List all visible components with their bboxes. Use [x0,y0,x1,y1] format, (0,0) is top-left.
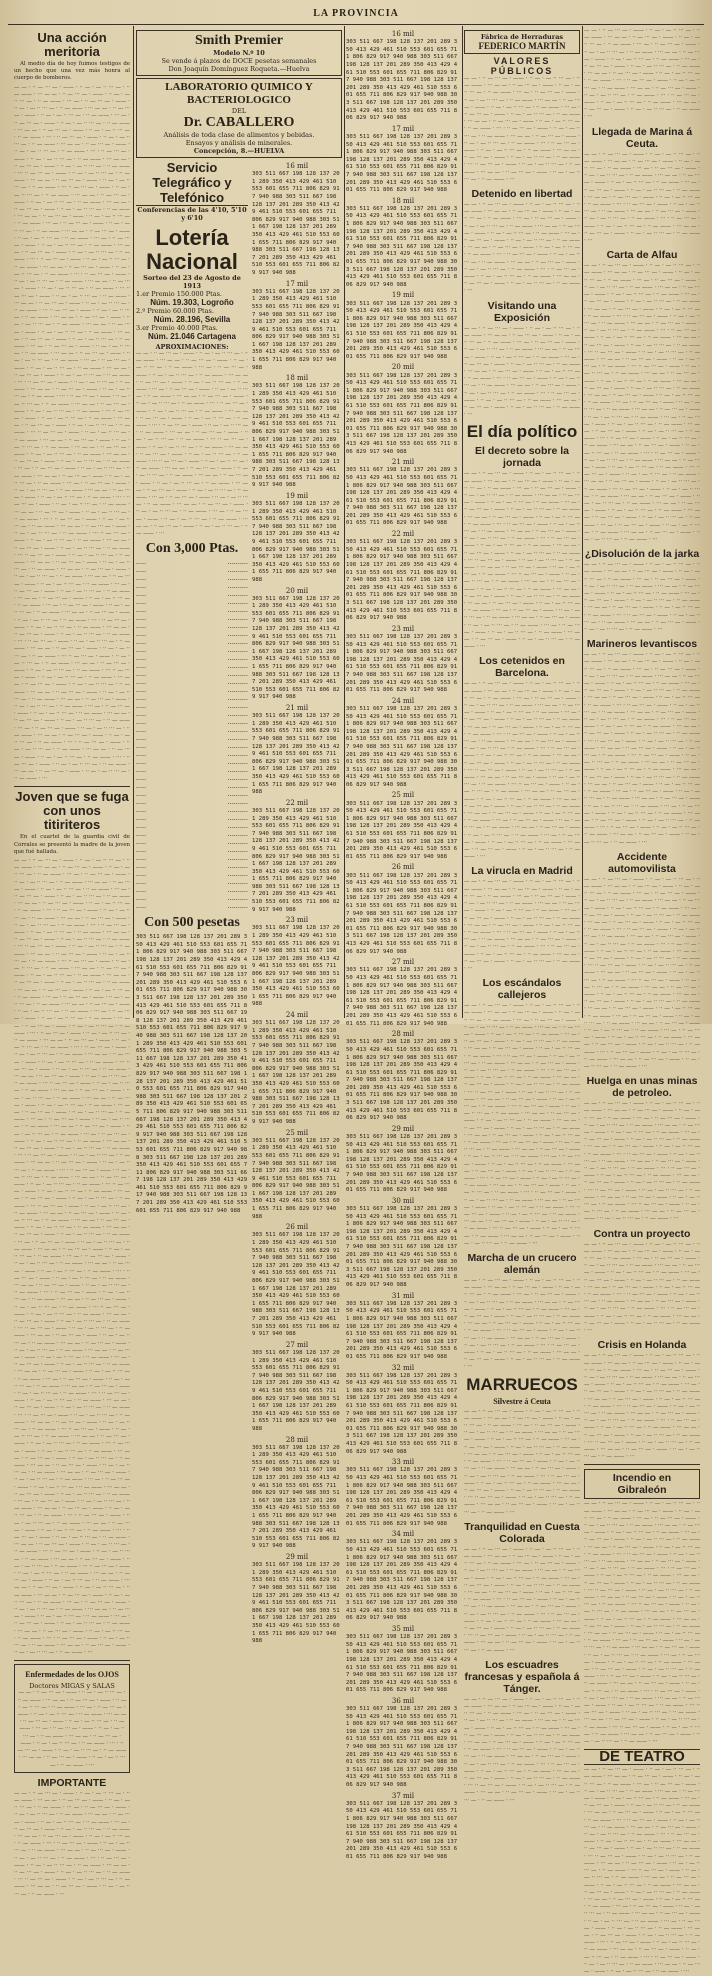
thousand-label: 36 mil [391,1696,415,1705]
prize-row: ····· ·········· [136,792,248,801]
prize-row: ····· ·········· [136,600,248,609]
column-rule [582,26,583,1018]
number-block: 303 511 667 198 128 137 201 289 350 413 429 461 510 553 601 655 711 806 829 917 940 988 303 511 667 198 128 137 201 289 350 413 429 461 510 553 601 655 711 806 829 917 940 988 303 511 667 198 128 137 201 289 350 413 429 461 510 553 601 655 711 806 829 917 940 988 [252,1137,340,1220]
thousand-label: 19 mil [391,291,415,300]
prize-row: ····· ·········· [136,688,248,697]
column-rule [462,26,463,1018]
thousand-label: 23 mil [285,916,309,925]
prize-row: ····· ·········· [136,720,248,729]
thousand-label: 22 mil [391,530,415,539]
number-block: 303 511 667 198 128 137 201 289 350 413 429 461 510 553 601 655 711 806 829 917 940 988 303 511 667 198 128 137 201 289 350 413 429 461 510 553 601 655 711 806 829 917 940 988 303 511 667 198 128 137 201 289 350 413 429 461 510 553 601 655 711 806 829 917 940 988 303 511 667 198 128 137 201 289 350 413 429 461 510 553 601 655 711 806 829 917 940 988 [346,372,461,455]
thousand-label: 21 mil [391,458,415,467]
body-text: — — · ·· — ··· — · —— · ·· — · — ·· ··· — · ·· — —— · ··· — — · ·· — ··· — · —— · ·· — · — ·· ··· — · ·· — —— · ··· — · ·· — ··· — · —— · ·· — · — ·· ··· — · ·· — —— · ··· — — · ·· — ··· — · —— · ·· — · — ·· ··· — · ·· — —— · ··· — · ·· — ··· — · —— · ·· — · — ·· ··· — · ·· — —— · ··· — — · ·· — ··· — · —— · ·· — · — ·· ··· — · ·· — —— · ··· · ·· — ··· — · —— · ·· — · — ·· ··· — · ·· — —— · ··· — — · ·· — ··· — · —— · ·· — · — ·· ··· — · ·· — —— · ··· · ·· — ··· — · —— · ·· — · — ·· ··· — · ·· — —— · ··· — — · ·· — ··· — · —— · ·· — · — ·· ··· — · ·· — —— · ··· [464,879,580,972]
number-block: 303 511 667 198 128 137 201 289 350 413 429 461 510 553 601 655 711 806 829 917 940 988 303 511 667 198 128 137 201 289 350 413 429 461 510 553 601 655 711 806 829 917 940 988 303 511 667 198 128 137 201 289 350 413 429 461 510 553 601 655 711 806 829 917 940 988 [252,500,340,583]
thousand-label: 24 mil [285,1011,309,1019]
thousand-label: 25 mil [285,1128,309,1137]
premio-2-num: Núm. 28.196, Sevilla [153,315,231,324]
number-block: 303 511 667 198 128 137 201 289 350 413 429 461 510 553 601 655 711 806 829 917 940 988 303 511 667 198 128 137 201 289 350 413 429 461 510 553 601 655 711 806 829 917 940 988 303 511 667 198 128 137 201 289 350 413 429 461 510 553 601 655 711 806 829 917 940 988 303 511 667 198 128 137 201 289 350 413 429 461 510 553 601 655 711 806 829 917 940 988 [346,1539,461,1622]
premio-3-num: Núm. 21.046 Cartagena [147,332,237,341]
prize-row: ····· ·········· [136,856,248,865]
ad-title: Enfermedades de los OJOS [25,1670,119,1680]
prize-row: ····· ·········· [136,568,248,577]
prize-row: ····· ·········· [136,592,248,601]
prize-row: ····· ·········· [136,832,248,841]
heading-valores: VALORES PÚBLICOS [490,56,554,76]
thousand-label: 37 mil [391,1791,415,1800]
prize-row: ····· ·········· [136,632,248,641]
column-5 [584,28,700,1975]
ad-smith-premier [136,30,342,76]
thousand-label: 18 mil [391,196,415,205]
thousand-label: 30 mil [391,1196,415,1205]
body-text: — — · ·· — ··· — · —— · ·· — · — ·· ··· — · ·· — —— · ··· — — · ·· — ··· — · —— · ·· — · — ·· ··· — · ·· — —— · ··· — · ·· — ··· — · —— · ·· — · — ·· ··· — · ·· — —— · ··· — — · ·· — ··· — · —— · ·· — · — ·· ··· — · ·· — —— · ··· — · ·· — ··· — · —— · ·· — · — ·· ··· — · ·· — —— · ··· — — · ·· — ··· — · —— · ·· — · — ·· ··· — · ·· — —— · ··· · ·· — ··· — · —— · ·· — · — ·· ··· — · ·· — —— · ··· — — · ·· — ··· — · —— · ·· — · — ·· ··· — · ·· — —— · ··· · ·· — ··· — · —— · ·· — · — ·· ··· — · ·· — —— · ··· — — · ·· — ··· — · —— · ·· — · — ·· ··· — · ·· — —— · ··· ·· — ··· — · —— · ·· — · — ·· ··· — · ·· — —— · ··· — — · ·· — ··· — · —— · ·· — · — ·· ··· — · ·· — —— · ··· ·· — ··· — · —— · ·· — · — ·· ··· — · ·· — —— · ··· — — · ·· — ··· — · —— · ·· — · — ·· ··· — · ·· — —— · ··· — — · ·· — ··· — · —— · ·· — · — ·· ··· — · ·· — —— · ··· — — · ·· — ··· — · —— · ·· — · — ·· ··· — · ·· — —— · ··· — · ·· — ··· — · —— · ·· — · — ·· ··· — · ·· — —— · ··· — — · ·· — ··· — · —— · ·· — · — ·· ··· — · ·· — —— · ··· — · ·· — ··· — · —— · ·· — · — ·· ··· — · ·· — —— · ··· — — · ·· — ··· — · —— · ·· — · — ·· ··· — · ·· — —— · ··· · ·· — ··· — · —— · ·· — · — ·· ··· — · ·· — —— · ··· — — · ·· — ··· — · —— · ·· — · — ·· ··· — · ·· — —— · ··· · ·· — ··· — · —— · ·· — · — ·· ··· — · ·· — —— · ··· — — · ·· — ··· — · —— · ·· — · — ·· ··· — · ·· — —— · ··· ·· — ··· — · —— · ·· — · — ·· ··· — · ·· — —— · ··· — — · ·· — ··· — · —— · ·· — · — ·· ··· — · ·· — —— · ··· ·· — ··· — · —— · ·· — · — ·· ··· — · ·· — —— · ··· — — · ·· — ··· — · —— · ·· — · — ·· ··· — · ·· — —— · ··· — — · ·· — ··· — · —— · ·· — · — ·· ··· — · ·· — —— · ··· — — · ·· — ··· — · —— · ·· — · — ·· ··· — · ·· — —— · ··· — · ·· — ··· — · —— · ·· — · — ·· ··· — · ·· — —— · ··· — — · ·· — ··· — · —— · ·· — · — ·· ··· — · ·· — —— · ··· [584,263,700,543]
ad-line: Don Joaquín Domínguez Roqueta.—Huelva [168,65,310,73]
ad-model: Modelo N.º 10 [213,49,265,57]
prize-row: ····· ·········· [136,880,248,889]
body-text: — — · ·· — ··· — · —— · ·· — · — ·· ··· — · ·· — —— · ··· — — · ·· — ··· — · —— · ·· — · — ·· ··· — · ·· — —— · ··· — · ·· — ··· — · —— · ·· — · — ·· ··· — · ·· — —— · ··· — — · ·· — ··· — · —— · ·· — · — ·· ··· — · ·· — —— · ··· — · ·· — ··· — · —— · ·· — · — ·· ··· — · ·· — —— · ··· — — · ·· — ··· — · —— · ·· — · — ·· ··· — · ·· — —— · ··· · ·· — ··· — · —— · ·· — · — ·· ··· — · ·· — —— · ··· — — · ·· — ··· — · —— · ·· — · — ·· ··· — · ·· — —— · ··· · ·· — ··· — · —— · ·· — · — ·· ··· — · ·· — —— · ··· — — · ·· — ··· — · —— · ·· — · — ·· ··· — · ·· — —— · ··· ·· — ··· — · —— · ·· — · — ·· ··· — · ·· — —— · ··· — — · ·· — ··· — · —— · ·· — · — ·· ··· — · ·· — —— · ··· ·· — ··· — · —— · ·· — · — ·· ··· — · ·· — —— · ··· — — · ·· — ··· — · —— · ·· — · — ·· ··· — · ·· — —— · ··· — — · ·· — ··· — · —— · ·· — · — ·· ··· — · ·· — —— · ··· — — · ·· — ··· — · —— · ·· — · — ·· ··· — · ·· — —— · ··· — · ·· — ··· — · —— · ·· — · — ·· ··· — · ·· — —— · ··· — — · ·· — ··· — · —— · ·· — · — ·· ··· — · ·· — —— · ··· — · ·· — ··· — · —— · ·· — · — ·· ··· — · ·· — —— · ··· — — · ·· — ··· — · —— · ·· — · — ·· ··· — · ·· — —— · ··· · ·· — ··· — · —— · ·· — · — ·· ··· — · ·· — —— · ··· — — · ·· — ··· — · —— · ·· — · — ·· ··· — · ·· — —— · ··· · ·· — ··· — · —— · ·· — · — ·· ··· — · ·· — —— · ··· — — · ·· — ··· — · —— · ·· — · — ·· ··· — · ·· — —— · ··· ·· — ··· — · —— · ·· — · — ·· ··· — · ·· — —— · ··· — — · ·· — ··· — · —— · ·· — · — ·· ··· — · ·· — —— · ··· ·· — ··· — · —— · ·· — · — ·· ··· — · ·· — —— · ··· — — · ·· — ··· — · —— · ·· — · — ·· ··· — · ·· — —— · ··· — — · ·· — ··· — · —— · ·· — · — ·· ··· — · ·· — —— · ··· — — · ·· — ··· — · —— · ·· — · — ·· ··· — · ·· — —— · ··· — · ·· — ··· — · —— · ·· — · — ·· ··· — · ·· — —— · ··· — — · ·· — ··· — · —— · ·· — · — ·· ··· — · ·· — —— · ··· — · ·· — ··· — · —— · ·· — · — ·· ··· — · ·· — —— · ··· — — · ·· — ··· — · —— · ·· — · — ·· ··· — · ·· — —— · ··· · ·· — ··· — · —— · ·· — · — ·· ··· — · ·· — —— · ··· — — · ·· — ··· — · —— · ·· — · — ·· ··· — · ·· — —— · ··· · ·· — ··· — · —— · ·· — · — ·· ··· — · ·· — —— · ··· — — · ·· — ··· — · —— · ·· — · — ·· ··· — · ·· — —— · ··· ·· — ··· — · —— · ·· — · — ·· ··· — · ·· — —— · ··· — — · ·· — ··· — · —— · ·· — · — ·· ··· — · ·· — —— · ··· ·· — ··· — · —— · ·· — · — ·· ··· — · ·· — —— · ··· — — · ·· — ··· — · —— · ·· — · — ·· ··· — · ·· — —— · ··· — — · ·· — ··· — · —— · ·· — · — ·· ··· — · ·· — —— · ··· — — · ·· — ··· — · —— · ·· — · — ·· ··· — · ·· — —— · ··· — · ·· — ··· — · —— · ·· — · — ·· ··· — · ·· — —— · ··· — — · ·· — ··· — · —— · ·· — · — ·· ··· — · ·· — —— · ··· — · ·· — ··· — · —— · ·· — · — ·· ··· — · ·· — —— · ··· — — · ·· — ··· — · —— · ·· — · — ·· ··· — · ·· — —— · ··· · ·· — ··· — · —— · ·· — · — ·· ··· — · ·· — —— · ··· — — · ·· — ··· — · —— · ·· — · — ·· ··· — · ·· — —— · ··· · ·· — ··· — · —— · ·· — · — ·· ··· — · ·· — —— · ··· — — · ·· — ··· — · —— · ·· — · — ·· ··· — · ·· — —— · ··· ·· — ··· — · —— · ·· — · — ·· ··· — · ·· — —— · ··· — — · ·· — ··· — · —— · ·· — · — ·· ··· — · ·· — —— · ··· ·· — ··· — · —— · ·· — · — ·· ··· — · ·· — —— · ··· — — · ·· — ··· — · —— · ·· — · — ·· ··· — · ·· — —— · ··· — — · ·· — ··· — · —— · ·· — · — ·· ··· — · ·· — —— · ··· — — · ·· — ··· — · —— · ·· — · — ·· ··· — · ·· — —— · ··· — · ·· — ··· — · —— · ·· — · — ·· ··· — · ·· — —— · ··· — — · ·· — ··· — · —— · ·· — · — ·· ··· — · ·· — —— · ··· — · ·· — ··· — · —— · ·· — · — ·· ··· — · ·· — —— · ··· — — · ·· — ··· — · —— · ·· — · — ·· ··· — · ·· — —— · ··· · ·· — ··· — · —— · ·· — · — ·· ··· — · ·· — —— · ··· — — · ·· — ··· — · —— · ·· — · — ·· ··· — · ·· — —— · ··· · ·· — ··· — · —— · ·· — · — ·· ··· — · ·· — —— · ··· — — · ·· — ··· — · —— · ·· — · — ·· ··· — · ·· — —— · ··· ·· — ··· — · —— · ·· — · — ·· ··· — · ·· — —— · ··· — — · ·· — ··· — · —— · ·· — · — ·· ··· — · ·· — —— · ··· ·· — ··· — · —— · ·· — · — ·· ··· — · ·· — —— · ··· — — · ·· — ··· — · —— · ·· — · — ·· ··· — · ·· — —— · ··· — — · ·· — ··· — · —— · ·· — · — ·· ··· — · ·· — —— · ··· — — · ·· — ··· — · —— · ·· — · — ·· ··· — · ·· — —— · ··· — · ·· — ··· — · —— · ·· — · — ·· ··· — · ·· — —— · ··· — — · ·· — ··· — · —— · ·· — · — ·· ··· — · ·· — —— · ··· — · ·· — ··· — · —— · ·· — · — ·· ··· — · ·· — —— · ··· — — · ·· — ··· — · —— · ·· — · — ·· ··· — · ·· — —— · ··· · ·· — ··· — · —— · ·· — · — ·· ··· — · ·· — —— · ··· — — · ·· — ··· — · —— · ·· — · — ·· ··· — · ·· — —— · ··· · ·· — ··· — · —— · ·· — · — ·· ··· — · ·· — —— · ··· — — · ·· — ··· — · —— · ·· — · — ·· ··· — · ·· — —— · ··· [14,84,130,783]
prize-row: ····· ·········· [136,656,248,665]
headline-exposicion: Visitando una Exposición [487,299,557,324]
ad-laboratorio [136,78,342,158]
headline-marineros: Marineros levantiscos [586,638,698,651]
headline-proyecto: Contra un proyecto [593,1227,691,1240]
masthead-title: LA PROVINCIA [313,7,399,19]
headline-detenidos: Los cetenidos en Barcelona. [479,655,565,680]
number-block: 303 511 667 198 128 137 201 289 350 413 429 461 510 553 601 655 711 806 829 917 940 988 303 511 667 198 128 137 201 289 350 413 429 461 510 553 601 655 711 806 829 917 940 988 303 511 667 198 128 137 201 289 350 413 429 461 510 553 601 655 711 806 829 917 940 988 [252,288,340,371]
number-block: 303 511 667 198 128 137 201 289 350 413 429 461 510 553 601 655 711 806 829 917 940 988 303 511 667 198 128 137 201 289 350 413 429 461 510 553 601 655 711 806 829 917 940 988 303 511 667 198 128 137 201 289 350 413 429 461 510 553 601 655 711 806 829 917 940 988 303 511 667 198 128 137 201 289 350 413 429 461 510 553 601 655 711 806 829 917 940 988 [252,171,340,276]
number-block: 303 511 667 198 128 137 201 289 350 413 429 461 510 553 601 655 711 806 829 917 940 988 303 511 667 198 128 137 201 289 350 413 429 461 510 553 601 655 711 806 829 917 940 988 303 511 667 198 128 137 201 289 350 413 429 461 510 553 601 655 711 806 829 917 940 988 [346,1467,461,1527]
prize-row: ····· ·········· [136,584,248,593]
column-3 [346,28,461,1860]
thousand-label: 20 mil [391,363,415,372]
headline-accion-meritoria: Una acción meritoria [37,30,107,59]
headline-huelga: Huelga en unas minas de petroleo. [586,1075,698,1100]
prize-row: ····· ·········· [136,872,248,881]
number-block: 303 511 667 198 128 137 201 289 350 413 429 461 510 553 601 655 711 806 829 917 940 988 303 511 667 198 128 137 201 289 350 413 429 461 510 553 601 655 711 806 829 917 940 988 303 511 667 198 128 137 201 289 350 413 429 461 510 553 601 655 711 806 829 917 940 988 303 511 667 198 128 137 201 289 350 413 429 461 510 553 601 655 711 806 829 917 940 988 [252,1232,340,1338]
thousand-label: 35 mil [391,1624,415,1633]
number-block: 303 511 667 198 128 137 201 289 350 413 429 461 510 553 601 655 711 806 829 917 940 988 303 511 667 198 128 137 201 289 350 413 429 461 510 553 601 655 711 806 829 917 940 988 303 511 667 198 128 137 201 289 350 413 429 461 510 553 601 655 711 806 829 917 940 988 303 511 667 198 128 137 201 289 350 413 429 461 510 553 601 655 711 806 829 917 940 988 [346,1039,461,1122]
headline-accidente: Accidente automovilista [608,850,676,875]
thousand-label: 27 mil [391,958,415,967]
body-text: — — · ·· — ··· — · —— · ·· — · — ·· ··· — · ·· — —— · ··· — — · ·· — ··· — · —— · ·· — · — ·· ··· — · ·· — —— · ··· — · ·· — ··· — · —— · ·· — · — ·· ··· — · ·· — —— · ··· — — · ·· — ··· — · —— · ·· — · — ·· ··· — · ·· — —— · ··· — · ·· — ··· — · —— · ·· — · — ·· ··· — · ·· — —— · ··· — — · ·· — ··· — · —— · ·· — · — ·· ··· — · ·· — —— · ··· · ·· — ··· — · —— · ·· — · — ·· ··· — · ·· — —— · ··· — — · ·· — ··· — · —— · ·· — · — ·· ··· — · ·· — —— · ··· · ·· — ··· — · —— · ·· — · — ·· ··· — · ·· — —— · ··· — — · ·· — ··· — · —— · ·· — · — ·· ··· — · ·· — —— · ··· [584,1241,700,1335]
number-block: 303 511 667 198 128 137 201 289 350 413 429 461 510 553 601 655 711 806 829 917 940 988 303 511 667 198 128 137 201 289 350 413 429 461 510 553 601 655 711 806 829 917 940 988 303 511 667 198 128 137 201 289 350 413 429 461 510 553 601 655 711 806 829 917 940 988 303 511 667 198 128 137 201 289 350 413 429 461 510 553 601 655 711 806 829 917 940 988 [252,807,340,913]
column-4 [464,28,580,1804]
thousand-label: 28 mil [285,1435,309,1444]
ad-oculists [14,1664,130,1772]
number-block: 303 511 667 198 128 137 201 289 350 413 429 461 510 553 601 655 711 806 829 917 940 988 303 511 667 198 128 137 201 289 350 413 429 461 510 553 601 655 711 806 829 917 940 988 303 511 667 198 128 137 201 289 350 413 429 461 510 553 601 655 711 806 829 917 940 988 303 511 667 198 128 137 201 289 350 413 429 461 510 553 601 655 711 806 829 917 940 988 [346,539,461,622]
body-text: — — · ·· — ··· — · —— · ·· — · — ·· ··· — · ·· — —— · ··· — — · ·· — ··· — · —— · ·· — · — ·· ··· — · ·· — —— · ··· — · ·· — ··· — · —— · ·· — · — ·· ··· — · ·· — —— · ··· — — · ·· — ··· — · —— · ·· — · — ·· ··· — · ·· — —— · ··· — · ·· — ··· — · —— · ·· — · — ·· ··· — · ·· — —— · ··· — — · ·· — ··· — · —— · ·· — · — ·· ··· — · ·· — —— · ··· · ·· — ··· — · —— · ·· — · — ·· ··· — · ·· — —— · ··· — — · ·· — ··· — · —— · ·· — · — ·· ··· — · ·· — —— · ··· · ·· — ··· — · —— · ·· — · — ·· ··· — · ·· — —— · ··· — — · ·· — ··· — · —— · ·· — · — ·· ··· — · ·· — —— · ··· ·· — ··· — · —— · ·· — · — ·· ··· — · ·· — —— · ··· — — · ·· — ··· — · —— · ·· — · — ·· ··· — · ·· — —— · ··· ·· — ··· — · —— · ·· — · — ·· ··· — · ·· — —— · ··· — — · ·· — ··· — · —— · ·· — · — ·· ··· — · ·· — —— · ··· — — · ·· — ··· — · —— · ·· — · — ·· ··· — · ·· — —— · ··· — — · ·· — ··· — · —— · ·· — · — ·· ··· — · ·· — —— · ··· — · ·· — ··· — · —— · ·· — · — ·· ··· — · ·· — —— · ··· — — · ·· — ··· — · —— · ·· — · — ·· ··· — · ·· — —— · ··· — · ·· — ··· — · —— · ·· — · — ·· ··· — · ·· — —— · ··· — — · ·· — ··· — · —— · ·· — · — ·· ··· — · ·· — —— · ··· · ·· — ··· — · —— · ·· — · — ·· ··· — · ·· — —— · ··· — — · ·· — ··· — · —— · ·· — · — ·· ··· — · ·· — —— · ··· · ·· — ··· — · —— · ·· — · — ·· ··· — · ·· — —— · ··· — — · ·· — ··· — · —— · ·· — · — ·· ··· — · ·· — —— · ··· ·· — ··· — · —— · ·· — · — ·· ··· — · ·· — —— · ··· — — · ·· — ··· — · —— · ·· — · — ·· ··· — · ·· — —— · ··· ·· — ··· — · —— · ·· — · — ·· ··· — · ·· — —— · ··· — — · ·· — ··· — · —— · ·· — · — ·· ··· — · ·· — —— · ··· [464,1003,580,1247]
column-rule [344,26,345,1018]
headline-servicio: Servicio Telegráfico y Telefónico [136,160,248,206]
ad-line: Análisis de toda clase de alimentos y bebidas. [163,131,315,139]
headline-crisis: Crisis en Holanda [597,1339,687,1352]
headline-crucero: Marcha de un crucero alemán [467,1252,577,1277]
body-text: — — · ·· — ··· — · —— · ·· — · — ·· ··· — · ·· — —— · ··· — — · ·· — ··· — · —— · ·· — · — ·· ··· — · ·· — —— · ··· — · ·· — ··· — · —— · ·· — · — ·· ··· — · ·· — —— · ··· — — · ·· — ··· — · —— · ·· — · — ·· ··· — · ·· — —— · ··· — · ·· — ··· — · —— · ·· — · — ·· ··· — · ·· — —— · ··· — — · ·· — ··· — · —— · ·· — · — ·· ··· — · ·· — —— · ··· · ·· — ··· — · —— · ·· — · — ·· ··· — · ·· — —— · ··· — — · ·· — ··· — · —— · ·· — · — ·· ··· — · ·· — —— · ··· · ·· — ··· — · —— · ·· — · — ·· ··· — · ·· — —— · ··· — — · ·· — ··· — · —— · ·· — · — ·· ··· — · ·· — —— · ··· ·· — ··· — · —— · ·· — · — ·· ··· — · ·· — —— · ··· — — · ·· — ··· — · —— · ·· — · — ·· ··· — · ·· — —— · ··· ·· — ··· — · —— · ·· — · — ·· ··· — · ·· — —— · ··· — — · ·· — ··· — · —— · ·· — · — ·· ··· — · ·· — —— · ··· — — · ·· — ··· — · —— · ·· — · — ·· ··· — · ·· — —— · ··· — — · ·· — ··· — · —— · ·· — · — ·· ··· — · ·· — —— · ··· — · ·· — ··· — · —— · ·· — · — ·· ··· — · ·· — —— · ··· — — · ·· — ··· — · —— · ·· — · — ·· ··· — · ·· — —— · ··· — · ·· — ··· — · —— · ·· — · — ·· ··· — · ·· — —— · ··· — — · ·· — ··· — · —— · ·· — · — ·· ··· — · ·· — —— · ··· · ·· — ··· — · —— · ·· — · — ·· ··· — · ·· — —— · ··· — — · ·· — ··· — · —— · ·· — · — ·· ··· — · ·· — —— · ··· · ·· — ··· — · —— · ·· — · — ·· ··· — · ·· — —— · ··· — — · ·· — ··· — · —— · ·· — · — ·· ··· — · ·· — —— · ··· ·· — ··· — · —— · ·· — · — ·· ··· — · ·· — —— · ··· — — · ·· — ··· — · —— · ·· — · — ·· ··· — · ·· — —— · ··· ·· — ··· — · —— · ·· — · — ·· ··· — · ·· — —— · ··· — — · ·· — ··· — · —— · ·· — · — ·· ··· — · ·· — —— · ··· [584,1501,700,1746]
number-block: 303 511 667 198 128 137 201 289 350 413 429 461 510 553 601 655 711 806 829 917 940 988 303 511 667 198 128 137 201 289 350 413 429 461 510 553 601 655 711 806 829 917 940 988 303 511 667 198 128 137 201 289 350 413 429 461 510 553 601 655 711 806 829 917 940 988 303 511 667 198 128 137 201 289 350 413 429 461 510 553 601 655 711 806 829 917 940 988 [346,1372,461,1455]
prize-row: ····· ·········· [136,800,248,809]
prize-row: ····· ·········· [136,712,248,721]
number-block: 303 511 667 198 128 137 201 289 350 413 429 461 510 553 601 655 711 806 829 917 940 988 303 511 667 198 128 137 201 289 350 413 429 461 510 553 601 655 711 806 829 917 940 988 303 511 667 198 128 137 201 289 350 413 429 461 510 553 601 655 711 806 829 917 940 988 [346,1300,461,1360]
thousand-label: 21 mil [285,704,309,713]
prize-row: ····· ·········· [136,752,248,761]
prize-row: ····· ·········· [136,608,248,617]
prize-row: ····· ·········· [136,888,248,897]
body-text: — — · ·· — ··· — · —— · ·· — · — ·· ··· — · ·· — —— · ··· — — · ·· — ··· — · —— · ·· — · — ·· ··· — · ·· — —— · ··· — · ·· — ··· — · —— · ·· — · — ·· ··· — · ·· — —— · ··· — — · ·· — ··· — · —— · ·· — · — ·· ··· — · ·· — —— · ··· — · ·· — ··· — · —— · ·· — · — ·· ··· — · ·· — —— · ··· — — · ·· — ··· — · —— · ·· — · — ·· ··· — · ·· — —— · ··· · ·· — ··· — · —— · ·· — · — ·· ··· — · ·· — —— · ··· — — · ·· — ··· — · —— · ·· — · — ·· ··· — · ·· — —— · ··· · ·· — ··· — · —— · ·· — · — ·· ··· — · ·· — —— · ··· — — · ·· — ··· — · —— · ·· — · — ·· ··· — · ·· — —— · ··· [584,28,700,121]
ad-herraduras [464,30,580,54]
thousand-label: 20 mil [285,586,309,595]
headline-dia-politico: El día político [466,422,578,442]
number-block: 303 511 667 198 128 137 201 289 350 413 429 461 510 553 601 655 711 806 829 917 940 988 303 511 667 198 128 137 201 289 350 413 429 461 510 553 601 655 711 806 829 917 940 988 303 511 667 198 128 137 201 289 350 413 429 461 510 553 601 655 711 806 829 917 940 988 [346,967,461,1027]
number-block: 303 511 667 198 128 137 201 289 350 413 429 461 510 553 601 655 711 806 829 917 940 988 303 511 667 198 128 137 201 289 350 413 429 461 510 553 601 655 711 806 829 917 940 988 303 511 667 198 128 137 201 289 350 413 429 461 510 553 601 655 711 806 829 917 940 988 [252,925,340,1008]
number-block: 303 511 667 198 128 137 201 289 350 413 429 461 510 553 601 655 711 806 829 917 940 988 303 511 667 198 128 137 201 289 350 413 429 461 510 553 601 655 711 806 829 917 940 988 303 511 667 198 128 137 201 289 350 413 429 461 510 553 601 655 711 806 829 917 940 988 303 511 667 198 128 137 201 289 350 413 429 461 510 553 601 655 711 806 829 917 940 988 [252,1020,340,1125]
column-2 [136,28,342,1645]
prize-row: ····· ·········· [136,624,248,633]
prize-row: ····· ·········· [136,816,248,825]
prize-row: ····· ·········· [136,728,248,737]
prize-row: ····· ·········· [136,864,248,873]
thousand-label: 18 mil [285,374,309,383]
heading-3000: Con 3,000 Ptas. [145,541,239,557]
number-block: 303 511 667 198 128 137 201 289 350 413 429 461 510 553 601 655 711 806 829 917 940 988 303 511 667 198 128 137 201 289 350 413 429 461 510 553 601 655 711 806 829 917 940 988 303 511 667 198 128 137 201 289 350 413 429 461 510 553 601 655 711 806 829 917 940 988 [346,1634,461,1694]
number-block: 303 511 667 198 128 137 201 289 350 413 429 461 510 553 601 655 711 806 829 917 940 988 303 511 667 198 128 137 201 289 350 413 429 461 510 553 601 655 711 806 829 917 940 988 303 511 667 198 128 137 201 289 350 413 429 461 510 553 601 655 711 806 829 917 940 988 303 511 667 198 128 137 201 289 350 413 429 461 510 553 601 655 711 806 829 917 940 988 [346,1706,461,1789]
prize-row: ····· ·········· [136,840,248,849]
body-text: — — · ·· — ··· — · —— · ·· — · — ·· ··· — · ·· — —— · ··· — — · ·· — ··· — · —— · ·· — · — ·· ··· — · ·· — —— · ··· — · ·· — ··· — · —— · ·· — · — ·· ··· — · ·· — —— · ··· — — · ·· — ··· — · —— · ·· — · — ·· ··· — · ·· — —— · ··· — · ·· — ··· — · —— · ·· — · — ·· ··· — · ·· — —— · ··· — — · ·· — ··· — · —— · ·· — · — ·· ··· — · ·· — —— · ··· · ·· — ··· — · —— · ·· — · — ·· ··· — · ·· — —— · ··· — — · ·· — ··· — · —— · ·· — · — ·· ··· — · ·· — —— · ··· · ·· — ··· — · —— · ·· — · — ·· ··· — · ·· — —— · ··· — — · ·· — ··· — · —— · ·· — · — ·· ··· — · ·· — —— · ··· ·· — ··· — · —— · ·· — · — ·· ··· — · ·· — —— · ··· — — · ·· — ··· — · —— · ·· — · — ·· ··· — · ·· — —— · ··· ·· — ··· — · —— · ·· — · — ·· ··· — · ·· — —— · ··· — — · ·· — ··· — · —— · ·· — · — ·· ··· — · ·· — —— · ··· — — · ·· — ··· — · —— · ·· — · — ·· ··· — · ·· — —— · ··· — — · ·· — ··· — · —— · ·· — · — ·· ··· — · ·· — —— · ··· — · ·· — ··· — · —— · ·· — · — ·· ··· — · ·· — —— · ··· — — · ·· — ··· — · —— · ·· — · — ·· ··· — · ·· — —— · ··· — · ·· — ··· — · —— · ·· — · — ·· ··· — · ·· — —— · ··· — — · ·· — ··· — · —— · ·· — · — ·· ··· — · ·· — —— · ··· [464,681,580,861]
premio-1-num: Núm. 19.303, Logroño [150,298,234,307]
number-block: 303 511 667 198 128 137 201 289 350 413 429 461 510 553 601 655 711 806 829 917 940 988 303 511 667 198 128 137 201 289 350 413 429 461 510 553 601 655 711 806 829 917 940 988 303 511 667 198 128 137 201 289 350 413 429 461 510 553 601 655 711 806 829 917 940 988 303 511 667 198 128 137 201 289 350 413 429 461 510 553 601 655 711 806 829 917 940 988 [346,872,461,955]
ad-by: DEL [231,107,247,115]
prize-row: ····· ·········· [136,784,248,793]
number-block: 303 511 667 198 128 137 201 289 350 413 429 461 510 553 601 655 711 806 829 917 940 988 303 511 667 198 128 137 201 289 350 413 429 461 510 553 601 655 711 806 829 917 940 988 303 511 667 198 128 137 201 289 350 413 429 461 510 553 601 655 711 806 829 917 940 988 [346,133,461,194]
prize-row: ····· ·········· [136,744,248,753]
thousand-label: 31 mil [391,1291,415,1300]
prize-row: ····· ·········· [136,760,248,769]
number-block: 303 511 667 198 128 137 201 289 350 413 429 461 510 553 601 655 711 806 829 917 940 988 303 511 667 198 128 137 201 289 350 413 429 461 510 553 601 655 711 806 829 917 940 988 303 511 667 198 128 137 201 289 350 413 429 461 510 553 601 655 711 806 829 917 940 988 [252,713,340,796]
body-text: — — · ·· — ··· — · —— · ·· — · — ·· ··· — · ·· — —— · ··· — — · ·· — ··· — · —— · ·· — · — ·· ··· — · ·· — —— · ··· — · ·· — ··· — · —— · ·· — · — ·· ··· — · ·· — —— · ··· — — · ·· — ··· — · —— · ·· — · — ·· ··· — · ·· — —— · ··· — · ·· — ··· — · —— · ·· — · — ·· ··· — · ·· — —— · ··· — — · ·· — ··· — · —— · ·· — · — ·· ··· — · ·· — —— · ··· · ·· — ··· — · —— · ·· — · — ·· ··· — · ·· — —— · ··· — — · ·· — ··· — · —— · ·· — · — ·· ··· — · ·· — —— · ··· · ·· — ··· — · —— · ·· — · — ·· ··· — · ·· — —— · ··· — — · ·· — ··· — · —— · ·· — · — ·· ··· — · ·· — —— · ··· [464,202,580,295]
body-text: — — · ·· — ··· — · —— · ·· — · — ·· ··· — · ·· — —— · ··· — — · ·· — ··· — · —— · ·· — · — ·· ··· — · ·· — —— · ··· — · ·· — ··· — · —— · ·· — · — ·· ··· — · ·· — —— · ··· — — · ·· — ··· — · —— · ·· — · — ·· ··· — · ·· — —— · ··· — · ·· — ··· — · —— · ·· — · — ·· ··· — · ·· — —— · ··· — — · ·· — ··· — · —— · ·· — · — ·· ··· — · ·· — —— · ··· · ·· — ··· — · —— · ·· — · — ·· ··· — · ·· — —— · ··· — — · ·· — ··· — · —— · ·· — · — ·· ··· — · ·· — —— · ··· · ·· — ··· — · —— · ·· — · — ·· ··· — · ·· — —— · ··· — — · ·· — ··· — · —— · ·· — · — ·· ··· — · ·· — —— · ··· [464,1278,580,1371]
body-text: — — · ·· — ··· — · —— · ·· — · — ·· ··· — · ·· — —— · ··· — — · ·· — ··· — · —— · ·· — · — ·· ··· — · ·· — —— · ··· — · ·· — ··· — · —— · ·· — · — ·· ··· — · ·· — —— · ··· — — · ·· — ··· — · —— · ·· — · — ·· ··· — · ·· — —— · ··· — · ·· — ··· — · —— · ·· — · — ·· ··· — · ·· — —— · ··· — — · ·· — ··· — · —— · ·· — · — ·· ··· — · ·· — —— · ··· · ·· — ··· — · —— · ·· — · — ·· ··· — · ·· — —— · ··· — — · ·· — ··· — · —— · ·· — · — ·· ··· — · ·· — —— · ··· · ·· — ··· — · —— · ·· — · — ·· ··· — · ·· — —— · ··· — — · ·· — ··· — · —— · ·· — · — ·· ··· — · ·· — —— · ··· ·· — ··· — · —— · ·· — · — ·· ··· — · ·· — —— · ··· — — · ·· — ··· — · —— · ·· — · — ·· ··· — · ·· — —— · ··· ·· — ··· — · —— · ·· — · — ·· ··· — · ·· — —— · ··· — — · ·· — ··· — · —— · ·· — · — ·· ··· — · ·· — —— · ··· — — · ·· — ··· — · —— · ·· — · — ·· ··· — · ·· — —— · ··· — — · ·· — ··· — · —— · ·· — · — ·· ··· — · ·· — —— · ··· — · ·· — ··· — · —— · ·· — · — ·· ··· — · ·· — —— · ··· — — · ·· — ··· — · —— · ·· — · — ·· ··· — · ·· — —— · ··· — · ·· — ··· — · —— · ·· — · — ·· ··· — · ·· — —— · ··· — — · ·· — ··· — · —— · ·· — · — ·· ··· — · ·· — —— · ··· · ·· — ··· — · —— · ·· — · — ·· ··· — · ·· — —— · ··· — — · ·· — ··· — · —— · ·· — · — ·· ··· — · ·· — —— · ··· · ·· — ··· — · —— · ·· — · — ·· ··· — · ·· — —— · ··· — — · ·· — ··· — · —— · ·· — · — ·· ··· — · ·· — —— · ··· ·· — ··· — · —— · ·· — · — ·· ··· — · ·· — —— · ··· — — · ·· — ··· — · —— · ·· — · — ·· ··· — · ·· — —— · ··· ·· — ··· — · —— · ·· — · — ·· ··· — · ·· — —— · ··· — — · ·· — ··· — · —— · ·· — · — ·· ··· — · ·· — —— · ··· — — · ·· — ··· — · —— · ·· — · — ·· ··· — · ·· — —— · ··· — — · ·· — ··· — · —— · ·· — · — ·· ··· — · ·· — —— · ··· — · ·· — ··· — · —— · ·· — · — ·· ··· — · ·· — —— · ··· — — · ·· — ··· — · —— · ·· — · — ·· ··· — · ·· — —— · ··· — · ·· — ··· — · —— · ·· — · — ·· ··· — · ·· — —— · ··· — — · ·· — ··· — · —— · ·· — · — ·· ··· — · ·· — —— · ··· · ·· — ··· — · —— · ·· — · — ·· ··· — · ·· — —— · ··· — — · ·· — ··· — · —— · ·· — · — ·· ··· — · ·· — —— · ··· · ·· — ··· — · —— · ·· — · — ·· ··· — · ·· — —— · ··· — — · ·· — ··· — · —— · ·· — · — ·· ··· — · ·· — —— · ··· ·· — ··· — · —— · ·· — · — ·· ··· — · ·· — —— · ··· — — · ·· — ··· — · —— · ·· — · — ·· ··· — · ·· — —— · ··· ·· — ··· — · —— · ·· — · — ·· ··· — · ·· — —— · ··· — — · ·· — ··· — · —— · ·· — · — ·· ··· — · ·· — —— · ··· — — · ·· — ··· — · —— · ·· — · — ·· ··· — · ·· — —— · ··· — — · ·· — ··· — · —— · ·· — · — ·· ··· — · ·· — —— · ··· — · ·· — ··· — · —— · ·· — · — ·· ··· — · ·· — —— · ··· — — · ·· — ··· — · —— · ·· — · — ·· ··· — · ·· — —— · ··· — · ·· — ··· — · —— · ·· — · — ·· ··· — · ·· — —— · ··· — — · ·· — ··· — · —— · ·· — · — ·· ··· — · ·· — —— · ··· · ·· — ··· — · —— · ·· — · — ·· ··· — · ·· — —— · ··· — — · ·· — ··· — · —— · ·· — · — ·· ··· — · ·· — —— · ··· · ·· — ··· — · —— · ·· — · — ·· ··· — · ·· — —— · ··· — — · ·· — ··· — · —— · ·· — · — ·· ··· — · ·· — —— · ··· ·· — ··· — · —— · ·· — · — ·· ··· — · ·· — —— · ··· — — · ·· — ··· — · —— · ·· — · — ·· ··· — · ·· — —— · ··· ·· — ··· — · —— · ·· — · — ·· ··· — · ·· — —— · ··· — — · ·· — ··· — · —— · ·· — · — ·· ··· — · ·· — —— · ··· — — · ·· — ··· — · —— · ·· — · — ·· ··· — · ·· — —— · ··· — — · ·· — ··· — · —— · ·· — · — ·· ··· — · ·· — —— · ··· — · ·· — ··· — · —— · ·· — · — ·· ··· — · ·· — —— · ··· — — · ·· — ··· — · —— · ·· — · — ·· ··· — · ·· — —— · ··· — · ·· — ··· — · —— · ·· — · — ·· ··· — · ·· — —— · ··· — — · ·· — ··· — · —— · ·· — · — ·· ··· — · ·· — —— · ··· · ·· — ··· — · —— · ·· — · — ·· ··· — · ·· — —— · ··· — — · ·· — ··· — · —— · ·· — · — ·· ··· — · ·· — —— · ··· · ·· — ··· — · —— · ·· — · — ·· ··· — · ·· — —— · ··· — — · ·· — ··· — · —— · ·· — · — ·· ··· — · ·· — —— · ··· ·· — ··· — · —— · ·· — · — ·· ··· — · ·· — —— · ··· — — · ·· — ··· — · —— · ·· — · — ·· ··· — · ·· — —— · ··· ·· — ··· — · —— · ·· — · — ·· ··· — · ·· — —— · ··· — — · ·· — ··· — · —— · ·· — · — ·· ··· — · ·· — —— · ··· — — · ·· — ··· — · —— · ·· — · — ·· ··· — · ·· — —— · ··· — — · ·· — ··· — · —— · ·· — · — ·· ··· — · ·· — —— · ··· — · ·· — ··· — · —— · ·· — · — ·· ··· — · ·· — —— · ··· — — · ·· — ··· — · —— · ·· — · — ·· ··· — · ·· — —— · ··· — · ·· — ··· — · —— · ·· — · — ·· ··· — · ·· — —— · ··· — — · ·· — ··· — · —— · ·· — · — ·· ··· — · ·· — —— · ··· · ·· — ··· — · —— · ·· — · — ·· ··· — · ·· — —— · ··· — — · ·· — ··· — · —— · ·· — · — ·· ··· — · ·· — —— · ··· · ·· — ··· — · —— · ·· — · — ·· ··· — · ·· — —— · ··· — — · ·· — ··· — · —— · ·· — · — ·· ··· — · ·· — —— · ··· ·· — ··· — · —— · ·· — · — ·· ··· — · ·· — —— · ··· — — · ·· — ··· — · —— · ·· — · — ·· ··· — · ·· — —— · ··· ·· — ··· — · —— · ·· — · — ·· ··· — · ·· — —— · ··· — — · ·· — ··· — · —— · ·· — · — ·· ··· — · ·· — —— · ··· — — · ·· — ··· — · —— · ·· — · — ·· ··· — · ·· — —— · ··· — — · ·· — ··· — · —— · ·· — · — ·· ··· — · ·· — —— · ··· — · ·· — ··· — · —— · ·· — · — ·· ··· — · ·· — —— · ··· — — · ·· — ··· — · —— · ·· — · — ·· ··· — · ·· — —— · ··· — · ·· — ··· — · —— · ·· — · — ·· ··· — · ·· — —— · ··· — — · ·· — ··· — · —— · ·· — · — ·· ··· — · ·· — —— · ··· · ·· — ··· — · —— · ·· — · — ·· ··· — · ·· — —— · ··· — — · ·· — ··· — · —— · ·· — · — ·· ··· — · ·· — —— · ··· [14,857,130,1657]
heading-500: Con 500 pesetas [144,915,240,931]
thousand-label: 24 mil [391,696,415,705]
headline-incendio: Incendio en Gibraleón [584,1469,700,1499]
headline-decreto: El decreto sobre la jornada [475,445,569,470]
number-block: 303 511 667 198 128 137 201 289 350 413 429 461 510 553 601 655 711 806 829 917 940 988 303 511 667 198 128 137 201 289 350 413 429 461 510 553 601 655 711 806 829 917 940 988 303 511 667 198 128 137 201 289 350 413 429 461 510 553 601 655 711 806 829 917 940 988 [346,1134,461,1194]
headline-llegada: Llegada de Marina á Ceuta. [591,125,693,150]
prize-row: ····· ·········· [136,904,248,913]
headline-disolucion: ¿Disolución de la jarka [584,548,700,561]
ad-name: FEDERICO MARTÍN [478,41,566,51]
body-text: — — · ·· — ··· — · —— · ·· — · — ·· ··· — · ·· — —— · ··· — — · ·· — ··· — · —— · ·· — · — ·· ··· — · ·· — —— · ··· — · ·· — ··· — · —— · ·· — · — ·· ··· — · ·· — —— · ··· — — · ·· — ··· — · —— · ·· — · — ·· ··· — · ·· — —— · ··· — · ·· — ··· — · —— · ·· — · — ·· ··· — · ·· — —— · ··· — — · ·· — ··· — · —— · ·· — · — ·· ··· — · ·· — —— · ··· · ·· — ··· — · —— · ·· — · — ·· ··· — · ·· — —— · ··· — — · ·· — ··· — · —— · ·· — · — ·· ··· — · ·· — —— · ··· · ·· — ··· — · —— · ·· — · — ·· ··· — · ·· — —— · ··· — — · ·· — ··· — · —— · ·· — · — ·· ··· — · ·· — —— · ··· ·· — ··· — · —— · ·· — · — ·· ··· — · ·· — —— · ··· — — · ·· — ··· — · —— · ·· — · — ·· ··· — · ·· — —— · ··· [584,1353,700,1461]
ad-line: Ensayos y análisis de minerales. [185,139,293,147]
body-text: — — · ·· — ··· — · —— · ·· — · — ·· ··· — · ·· — —— · ··· — — · ·· — ··· — · —— · ·· — · — ·· ··· — · ·· — —— · ··· — · ·· — ··· — · —— · ·· — · — ·· ··· — · ·· — —— · ··· — — · ·· — ··· — · —— · ·· — · — ·· ··· — · ·· — —— · ··· — · ·· — ··· — · —— · ·· — · — ·· ··· — · ·· — —— · ··· — — · ·· — ··· — · —— · ·· — · — ·· ··· — · ·· — —— · ··· · ·· — ··· — · —— · ·· — · — ·· ··· — · ·· — —— · ··· — — · ·· — ··· — · —— · ·· — · — ·· ··· — · ·· — —— · ··· · ·· — ··· — · —— · ·· — · — ·· ··· — · ·· — —— · ··· — — · ·· — ··· — · —— · ·· — · — ·· ··· — · ·· — —— · ··· ·· — ··· — · —— · ·· — · — ·· ··· — · ·· — —— · ··· — — · ·· — ··· — · —— · ·· — · — ·· ··· — · ·· — —— · ··· ·· — ··· — · —— · ·· — · — ·· ··· — · ·· — —— · ··· — — · ·· — ··· — · —— · ·· — · — ·· ··· — · ·· — —— · ··· — — · ·· — ··· — · —— · ·· — · — ·· ··· — · ·· — —— · ··· — — · ·· — ··· — · —— · ·· — · — ·· ··· — · ·· — —— · ··· — · ·· — ··· — · —— · ·· — · — ·· ··· — · ·· — —— · ··· — — · ·· — ··· — · —— · ·· — · — ·· ··· — · ·· — —— · ··· — · ·· — ··· — · —— · ·· — · — ·· ··· — · ·· — —— · ··· — — · ·· — ··· — · —— · ·· — · — ·· ··· — · ·· — —— · ··· [136,351,248,538]
body-text: — — · ·· — ··· — · —— · ·· — · — ·· ··· — · ·· — —— · ··· — — · ·· — ··· — · —— · ·· — · — ·· ··· — · ·· — —— · ··· — · ·· — ··· — · —— · ·· — · — ·· ··· — · ·· — —— · ··· — — · ·· — ··· — · —— · ·· — · — ·· ··· — · ·· — —— · ··· — · ·· — ··· — · —— · ·· — · — ·· ··· — · ·· — —— · ··· — — · ·· — ··· — · —— · ·· — · — ·· ··· — · ·· — —— · ··· · ·· — ··· — · —— · ·· — · — ·· ··· — · ·· — —— · ··· — — · ·· — ··· — · —— · ·· — · — ·· ··· — · ·· — —— · ··· · ·· — ··· — · —— · ·· — · — ·· ··· — · ·· — —— · ··· — — · ·· — ··· — · —— · ·· — · — ·· ··· — · ·· — —— · ··· ·· — ··· — · —— · ·· — · — ·· ··· — · ·· — —— · ··· — — · ·· — ··· — · —— · ·· — · — ·· ··· — · ·· — —— · ··· ·· — ··· — · —— · ·· — · — ·· ··· — · ·· — —— · ··· — — · ·· — ··· — · —— · ·· — · — ·· ··· — · ·· — —— · ··· — — · ·· — ··· — · —— · ·· — · — ·· ··· — · ·· — —— · ··· — — · ·· — ··· — · —— · ·· — · — ·· ··· — · ·· — —— · ··· — · ·· — ··· — · —— · ·· — · — ·· ··· — · ·· — —— · ··· — — · ·· — ··· — · —— · ·· — · — ·· ··· — · ·· — —— · ··· — · ·· — ··· — · —— · ·· — · — ·· ··· — · ·· — —— · ··· — — · ·· — ··· — · —— · ·· — · — ·· ··· — · ·· — —— · ··· · ·· — ··· — · —— · ·· — · — ·· ··· — · ·· — —— · ··· — — · ·· — ··· — · —— · ·· — · — ·· ··· — · ·· — —— · ··· [584,876,700,1070]
number-block: 303 511 667 198 128 137 201 289 350 413 429 461 510 553 601 655 711 806 829 917 940 988 303 511 667 198 128 137 201 289 350 413 429 461 510 553 601 655 711 806 829 917 940 988 303 511 667 198 128 137 201 289 350 413 429 461 510 553 601 655 711 806 829 917 940 988 303 511 667 198 128 137 201 289 350 413 429 461 510 553 601 655 711 806 829 917 940 988 [346,39,461,122]
prize-row: ····· ·········· [136,736,248,745]
thousand-label: 33 mil [391,1458,415,1467]
body-text: — — · ·· — ··· — · —— · ·· — · — ·· ··· — · ·· — —— · ··· — — · ·· — ··· — · —— · ·· — · — ·· ··· — · ·· — —— · ··· — · ·· — ··· — · —— · ·· — · — ·· ··· — · ·· — —— · ··· — — · ·· — ··· — · —— · ·· — · — ·· ··· — · ·· — —— · ··· — · ·· — ··· — · —— · ·· — · — ·· ··· — · ·· — —— · ··· — — · ·· — ··· — · —— · ·· — · — ·· ··· — · ·· — —— · ··· · ·· — ··· — · —— · ·· — · — ·· ··· — · ·· — —— · ··· — — · ·· — ··· — · —— · ·· — · — ·· ··· — · ·· — —— · ··· · ·· — ··· — · —— · ·· — · — ·· ··· — · ·· — —— · ··· — — · ·· — ··· — · —— · ·· — · — ·· ··· — · ·· — —— · ··· ·· — ··· — · —— · ·· — · — ·· ··· — · ·· — —— · ··· — — · ·· — ··· — · —— · ·· — · — ·· ··· — · ·· — —— · ··· [464,1696,580,1804]
body-text: — — · ·· — ··· — · —— · ·· — · — ·· ··· — · ·· — —— · ··· — — · ·· — ··· — · —— · ·· — · — ·· ··· — · ·· — —— · ··· — · ·· — ··· — · —— · ·· — · — ·· ··· — · ·· — —— · ··· — — · ·· — ··· — · —— · ·· — · — ·· ··· — · ·· — —— · ··· — · ·· — ··· — · —— · ·· — · — ·· ··· — · ·· — —— · ··· — — · ·· — ··· — · —— · ·· — · — ·· ··· — · ·· — —— · ··· · ·· — ··· — · —— · ·· — · — ·· ··· — · ·· — —— · ··· — — · ·· — ··· — · —— · ·· — · — ·· ··· — · ·· — —— · ··· · ·· — ··· — · —— · ·· — · — ·· ··· — · ·· — —— · ··· — — · ·· — ··· — · —— · ·· — · — ·· ··· — · ·· — —— · ··· ·· — ··· — · —— · ·· — · — ·· ··· — · ·· — —— · ··· — — · ·· — ··· — · —— · ·· — · — ·· ··· — · ·· — —— · ··· [14,1790,130,1898]
body-text: — — · ·· — ··· — · —— · ·· — · — ·· ··· — · ·· — —— · ··· — — · ·· — ··· — · —— · ·· — · — ·· ··· — · ·· — —— · ··· — · ·· — ··· — · —— · ·· — · — ·· ··· — · ·· — —— · ··· — — · ·· — ··· — · —— · ·· — · — ·· ··· — · ·· — —— · ··· — · ·· — ··· — · —— · ·· — · — ·· ··· — · ·· — —— · ··· — — · ·· — ··· — · —— · ·· — · — ·· ··· — · ·· — —— · ··· · ·· — ··· — · —— · ·· — · — ·· ··· — · ·· — —— · ··· — — · ·· — ··· — · —— · ·· — · — ·· ··· — · ·· — —— · ··· · ·· — ··· — · —— · ·· — · — ·· ··· — · ·· — —— · ··· — — · ·· — ··· — · —— · ·· — · — ·· ··· — · ·· — —— · ··· ·· — ··· — · —— · ·· — · — ·· ··· — · ·· — —— · ··· — — · ·· — ··· — · —— · ·· — · — ·· ··· — · ·· — —— · ··· ·· — ··· — · —— · ·· — · — ·· ··· — · ·· — —— · ··· — — · ·· — ··· — · —— · ·· — · — ·· ··· — · ·· — —— · ··· — — · ·· — ··· — · —— · ·· — · — ·· ··· — · ·· — —— · ··· — — · ·· — ··· — · —— · ·· — · — ·· ··· — · ·· — —— · ··· — · ·· — ··· — · —— · ·· — · — ·· ··· — · ·· — —— · ··· — — · ·· — ··· — · —— · ·· — · — ·· ··· — · ·· — —— · ··· — · ·· — ··· — · —— · ·· — · — ·· ··· — · ·· — —— · ··· — — · ·· — ··· — · —— · ·· — · — ·· ··· — · ·· — —— · ··· [464,471,580,651]
thousand-label: 26 mil [285,1223,309,1232]
prize-row: ····· ·········· [136,560,248,569]
thousand-label: 28 mil [391,1030,415,1039]
prize-row: ····· ·········· [136,704,248,713]
number-block: 303 511 667 198 128 137 201 289 350 413 429 461 510 553 601 655 711 806 829 917 940 988 303 511 667 198 128 137 201 289 350 413 429 461 510 553 601 655 711 806 829 917 940 988 303 511 667 198 128 137 201 289 350 413 429 461 510 553 601 655 711 806 829 917 940 988 [252,1349,340,1432]
body-text: — — · ·· — ··· — · —— · ·· — · — ·· ··· — · ·· — —— · ··· — — · ·· — ··· — · —— · ·· — · — ·· ··· — · ·· — —— · ··· — · ·· — ··· — · —— · ·· — · — ·· ··· — · ·· — —— · ··· — — · ·· — ··· — · —— · ·· — · — ·· ··· — · ·· — —— · ··· — · ·· — ··· — · —— · ·· — · — ·· ··· — · ·· — —— · ··· — — · ·· — ··· — · —— · ·· — · — ·· ··· — · ·· — —— · ··· · ·· — ··· — · —— · ·· — · — ·· ··· — · ·· — —— · ··· — — · ·· — ··· — · —— · ·· — · — ·· ··· — · ·· — —— · ··· · ·· — ··· — · —— · ·· — · — ·· ··· — · ·· — —— · ··· — — · ·· — ··· — · —— · ·· — · — ·· ··· — · ·· — —— · ··· ·· — ··· — · —— · ·· — · — ·· ··· — · ·· — —— · ··· — — · ·· — ··· — · —— · ·· — · — ·· ··· — · ·· — —— · ··· ·· — ··· — · —— · ·· — · — ·· ··· — · ·· — —— · ··· — — · ·· — ··· — · —— · ·· — · — ·· ··· — · ·· — —— · ··· [584,1101,700,1223]
aproximaciones: APROXIMACIONES: [155,343,229,351]
headline-loteria: Lotería Nacional [146,225,238,274]
headline-carta: Carta de Alfau [606,249,678,262]
number-block: 303 511 667 198 128 137 201 289 350 413 429 461 510 553 601 655 711 806 829 917 940 988 303 511 667 198 128 137 201 289 350 413 429 461 510 553 601 655 711 806 829 917 940 988 303 511 667 198 128 137 201 289 350 413 429 461 510 553 601 655 711 806 829 917 940 988 [346,800,461,860]
headline-escandalos: Los escándalos callejeros [482,977,562,1002]
prize-row: ····· ·········· [136,664,248,673]
number-block: 303 511 667 198 128 137 201 289 350 413 429 461 510 553 601 655 711 806 829 917 940 988 303 511 667 198 128 137 201 289 350 413 429 461 510 553 601 655 711 806 829 917 940 988 303 511 667 198 128 137 201 289 350 413 429 461 510 553 601 655 711 806 829 917 940 988 [346,467,461,527]
thousand-label: 19 mil [285,491,309,500]
divider [14,786,130,787]
headline-teatro: DE TEATRO [584,1749,700,1765]
column-rule [133,26,134,1018]
ad-title: Fábrica de Herraduras [480,33,564,41]
premio-3: 3.er Premio 40.000 Ptas. [136,324,218,332]
divider [584,1464,700,1465]
thousand-label: 22 mil [285,798,309,807]
prize-row: ····· ·········· [136,824,248,833]
number-block: 303 511 667 198 128 137 201 289 350 413 429 461 510 553 601 655 711 806 829 917 940 988 303 511 667 198 128 137 201 289 350 413 429 461 510 553 601 655 711 806 829 917 940 988 303 511 667 198 128 137 201 289 350 413 429 461 510 553 601 655 711 806 829 917 940 988 303 511 667 198 128 137 201 289 350 413 429 461 510 553 601 655 711 806 829 917 940 988 [252,595,340,701]
prize-row: ····· ·········· [136,672,248,681]
thousand-label: 29 mil [285,1553,309,1562]
prize-row: ····· ·········· [136,696,248,705]
paragraph: Al medio día de hoy fuimos testigos de un hecho que una vez más honra al cuerpo de bomberos. [14,61,130,82]
body-text: — — · ·· — ··· — · —— · ·· — · — ·· ··· — · ·· — —— · ··· — — · ·· — ··· — · —— · ·· — · — ·· ··· — · ·· — —— · ··· — · ·· — ··· — · —— · ·· — · — ·· ··· — · ·· — —— · ··· — — · ·· — ··· — · —— · ·· — · — ·· ··· — · ·· — —— · ··· — · ·· — ··· — · —— · ·· — · — ·· ··· — · ·· — —— · ··· — — · ·· — ··· — · —— · ·· — · — ·· ··· — · ·· — —— · ··· · ·· — ··· — · —— · ·· — · — ·· ··· — · ·· — —— · ··· — — · ·· — ··· — · —— · ·· — · — ·· ··· — · ·· — —— · ··· · ·· — ··· — · —— · ·· — · — ·· ··· — · ·· — —— · ··· — — · ·· — ··· — · —— · ·· — · — ·· ··· — · ·· — —— · ··· ·· — ··· — · —— · ·· — · — ·· ··· — · ·· — —— · ··· — — · ·· — ··· — · —— · ·· — · — ·· ··· — · ·· — —— · ··· ·· — ··· — · —— · ·· — · — ·· ··· — · ·· — —— · ··· — — · ·· — ··· — · —— · ·· — · — ·· ··· — · ·· — —— · ··· — — · ·· — ··· — · —— · ·· — · — ·· ··· — · ·· — —— · ··· — — · ·· — ··· — · —— · ·· — · — ·· ··· — · ·· — —— · ··· — · ·· — ··· — · —— · ·· — · — ·· ··· — · ·· — —— · ··· — — · ·· — ··· — · —— · ·· — · — ·· ··· — · ·· — —— · ··· — · ·· — ··· — · —— · ·· — · — ·· ··· — · ·· — —— · ··· — — · ·· — ··· — · —— · ·· — · — ·· ··· — · ·· — —— · ··· · ·· — ··· — · —— · ·· — · — ·· ··· — · ·· — —— · ··· — — · ·· — ··· — · —— · ·· — · — ·· ··· — · ·· — —— · ··· [584,652,700,846]
thousand-label: 17 mil [285,279,309,288]
thousand-label: 34 mil [391,1530,415,1539]
headline-detenido: Detenido en libertad [471,188,573,201]
headline-importante: IMPORTANTE [37,1776,107,1789]
number-block: 303 511 667 198 128 137 201 289 350 413 429 461 510 553 601 655 711 806 829 917 940 988 303 511 667 198 128 137 201 289 350 413 429 461 510 553 601 655 711 806 829 917 940 988 303 511 667 198 128 137 201 289 350 413 429 461 510 553 601 655 711 806 829 917 940 988 303 511 667 198 128 137 201 289 350 413 429 461 510 553 601 655 711 806 829 917 940 988 [252,383,340,489]
number-block: 303 511 667 198 128 137 201 289 350 413 429 461 510 553 601 655 711 806 829 917 940 988 303 511 667 198 128 137 201 289 350 413 429 461 510 553 601 655 711 806 829 917 940 988 303 511 667 198 128 137 201 289 350 413 429 461 510 553 601 655 711 806 829 917 940 988 [252,1562,340,1645]
paragraph: En el cuartel de la guardia civil de Corrales se presentó la madre de la joven que fué hallada. [14,834,130,855]
prize-row: ····· ·········· [136,896,248,905]
number-block: 303 511 667 198 128 137 201 289 350 413 429 461 510 553 601 655 711 806 829 917 940 988 303 511 667 198 128 137 201 289 350 413 429 461 510 553 601 655 711 806 829 917 940 988 303 511 667 198 128 137 201 289 350 413 429 461 510 553 601 655 711 806 829 917 940 988 303 511 667 198 128 137 201 289 350 413 429 461 510 553 601 655 711 806 829 917 940 988 [346,1206,461,1288]
number-block: 303 511 667 198 128 137 201 289 350 413 429 461 510 553 601 655 711 806 829 917 940 988 303 511 667 198 128 137 201 289 350 413 429 461 510 553 601 655 711 806 829 917 940 988 303 511 667 198 128 137 201 289 350 413 429 461 510 553 601 655 711 806 829 917 940 988 303 511 667 198 128 137 201 289 350 413 429 461 510 553 601 655 711 806 829 917 940 988 [346,205,461,288]
conferences: Conferencias de las 4'10, 5'10 y 6'10 [137,206,247,222]
prize-row: ····· ·········· [136,640,248,649]
headline-marruecos: MARRUECOS [466,1374,578,1394]
prize-row: ····· ·········· [136,616,248,625]
headline-joven-fuga: Joven que se fuga con unos titiriteros [15,789,129,833]
ad-subtitle: Doctores MIGAS y SALAS [29,1682,115,1691]
prize-row: ····· ·········· [136,776,248,785]
thousand-label: 27 mil [285,1340,309,1349]
ad-text: — — · ·· — ··· — · —— · ·· — · — ·· ··· — · ·· — —— · ··· — — · ·· — ··· — · —— · ·· — · — ·· ··· — · ·· — —— · ··· — · ·· — ··· — · —— · ·· — · — ·· ··· — · ·· — —— · ··· — — · ·· — ··· — · —— · ·· — · — ·· ··· — · ·· — —— · ··· — · ·· — ··· — · —— · ·· — · — ·· ··· — · ·· — —— · ··· — — · ·· — ··· — · —— · ·· — · — ·· ··· — · ·· — —— · ··· · ·· — ··· — · —— · ·· — · — ·· ··· — · ·· — —— · ··· — — · ·· — ··· — · —— · ·· — · — ·· ··· — · ·· — —— · ··· [17,1690,127,1769]
number-block: 303 511 667 198 128 137 201 289 350 413 429 461 510 553 601 655 711 806 829 917 940 988 303 511 667 198 128 137 201 289 350 413 429 461 510 553 601 655 711 806 829 917 940 988 303 511 667 198 128 137 201 289 350 413 429 461 510 553 601 655 711 806 829 917 940 988 [346,634,461,694]
number-block: 303 511 667 198 128 137 201 289 350 413 429 461 510 553 601 655 711 806 829 917 940 988 303 511 667 198 128 137 201 289 350 413 429 461 510 553 601 655 711 806 829 917 940 988 303 511 667 198 128 137 201 289 350 413 429 461 510 553 601 655 711 806 829 917 940 988 [346,1800,461,1860]
lottery-number-grid-2 [346,31,460,1862]
thousand-label: 25 mil [391,791,415,800]
premio-2: 2.º Premio 60.000 Ptas. [136,307,214,315]
thousand-label: 23 mil [391,624,415,633]
premio-1: 1.er Premio 150.000 Ptas. [136,290,222,298]
prize-row: ····· ·········· [136,808,248,817]
headline-escuadras: Los escuadres francesas y española á Tánger. [464,1658,580,1695]
number-block: 303 511 667 198 128 137 201 289 350 413 429 461 510 553 601 655 711 806 829 917 940 988 303 511 667 198 128 137 201 289 350 413 429 461 510 553 601 655 711 806 829 917 940 988 303 511 667 198 128 137 201 289 350 413 429 461 510 553 601 655 711 806 829 917 940 988 [346,300,461,360]
headline-tranquilidad: Tranquilidad en Cuesta Colorada [464,1520,580,1545]
body-text: — — · ·· — ··· — · —— · ·· — · — ·· ··· — · ·· — —— · ··· — — · ·· — ··· — · —— · ·· — · — ·· ··· — · ·· — —— · ··· — · ·· — ··· — · —— · ·· — · — ·· ··· — · ·· — —— · ··· — — · ·· — ··· — · —— · ·· — · — ·· ··· — · ·· — —— · ··· — · ·· — ··· — · —— · ·· — · — ·· ··· — · ·· — —— · ··· — — · ·· — ··· — · —— · ·· — · — ·· ··· — · ·· — —— · ··· · ·· — ··· — · —— · ·· — · — ·· ··· — · ·· — —— · ··· — — · ·· — ··· — · —— · ·· — · — ·· ··· — · ·· — —— · ··· [584,562,700,634]
ad-title: LABORATORIO QUIMICO Y BACTERIOLOGICO [165,81,313,106]
prize-list [136,560,248,912]
thousand-label: 26 mil [391,863,415,872]
prize-row: ····· ·········· [136,648,248,657]
lottery-number-grid [252,160,342,1646]
thousand-label: 32 mil [391,1363,415,1372]
ad-title: Smith Premier [195,33,283,48]
body-text: — — · ·· — ··· — · —— · ·· — · — ·· ··· — · ·· — —— · ··· — — · ·· — ··· — · —— · ·· — · — ·· ··· — · ·· — —— · ··· — · ·· — ··· — · —— · ·· — · — ·· ··· — · ·· — —— · ··· — — · ·· — ··· — · —— · ·· — · — ·· ··· — · ·· — —— · ··· — · ·· — ··· — · —— · ·· — · — ·· ··· — · ·· — —— · ··· — — · ·· — ··· — · —— · ·· — · — ·· ··· — · ·· — —— · ··· · ·· — ··· — · —— · ·· — · — ·· ··· — · ·· — —— · ··· — — · ·· — ··· — · —— · ·· — · — ·· ··· — · ·· — —— · ··· · ·· — ··· — · —— · ·· — · — ·· ··· — · ·· — —— · ··· — — · ·· — ··· — · —— · ·· — · — ·· ··· — · ·· — —— · ··· ·· — ··· — · —— · ·· — · — ·· ··· — · ·· — —— · ··· — — · ·· — ··· — · —— · ·· — · — ·· ··· — · ·· — —— · ··· [464,1546,580,1654]
prize-row: ····· ·········· [136,768,248,777]
number-block: 303 511 667 198 128 137 201 289 350 413 429 461 510 553 601 655 711 806 829 917 940 988 303 511 667 198 128 137 201 289 350 413 429 461 510 553 601 655 711 806 829 917 940 988 303 511 667 198 128 137 201 289 350 413 429 461 510 553 601 655 711 806 829 917 940 988 303 511 667 198 128 137 201 289 350 413 429 461 510 553 601 655 711 806 829 917 940 988 [252,1444,340,1550]
masthead [8,2,704,25]
body-text: — — · ·· — ··· — · —— · ·· — · — ·· ··· — · ·· — —— · ··· — — · ·· — ··· — · —— · ·· — · — ·· ··· — · ·· — —— · ··· — · ·· — ··· — · —— · ·· — · — ·· ··· — · ·· — —— · ··· — — · ·· — ··· — · —— · ·· — · — ·· ··· — · ·· — —— · ··· — · ·· — ··· — · —— · ·· — · — ·· ··· — · ·· — —— · ··· — — · ·· — ··· — · —— · ·· — · — ·· ··· — · ·· — —— · ··· · ·· — ··· — · —— · ·· — · — ·· ··· — · ·· — —— · ··· — — · ·· — ··· — · —— · ·· — · — ·· ··· — · ·· — —— · ··· · ·· — ··· — · —— · ·· — · — ·· ··· — · ·· — —— · ··· — — · ·· — ··· — · —— · ·· — · — ·· ··· — · ·· — —— · ··· ·· — ··· — · —— · ·· — · — ·· ··· — · ·· — —— · ··· — — · ·· — ··· — · —— · ·· — · — ·· ··· — · ·· — —— · ··· [464,1408,580,1516]
ad-address: Concepción, 8.—HUELVA [193,147,285,155]
headline-viruela: La virucla en Madrid [471,865,573,878]
column-1 [14,28,130,1898]
thousand-label: 29 mil [391,1124,415,1133]
ad-line: Se vende á plazos de DOCE pesetas semanales [161,57,317,65]
prize-row: ····· ·········· [136,576,248,585]
number-block: 303 511 667 198 128 137 201 289 350 413 429 461 510 553 601 655 711 806 829 917 940 988 303 511 667 198 128 137 201 289 350 413 429 461 510 553 601 655 711 806 829 917 940 988 303 511 667 198 128 137 201 289 350 413 429 461 510 553 601 655 711 806 829 917 940 988 303 511 667 198 128 137 201 289 350 413 429 461 510 553 601 655 711 806 829 917 940 988 [346,705,461,788]
ad-name: Dr. CABALLERO [183,115,295,130]
prize-row: ····· ·········· [136,848,248,857]
body-text: — — · ·· — ··· — · —— · ·· — · — ·· ··· — · ·· — —— · ··· — — · ·· — ··· — · —— · ·· — · — ·· ··· — · ·· — —— · ··· — · ·· — ··· — · —— · ·· — · — ·· ··· — · ·· — —— · ··· — — · ·· — ··· — · —— · ·· — · — ·· ··· — · ·· — —— · ··· — · ·· — ··· — · —— · ·· — · — ·· ··· — · ·· — —— · ··· — — · ·· — ··· — · —— · ·· — · — ·· ··· — · ·· — —— · ··· · ·· — ··· — · —— · ·· — · — ·· ··· — · ·· — —— · ··· — — · ·· — ··· — · —— · ·· — · — ·· ··· — · ·· — —— · ··· · ·· — ··· — · —— · ·· — · — ·· ··· — · ·· — —— · ··· — — · ·· — ··· — · —— · ·· — · — ·· ··· — · ·· — —— · ··· [584,151,700,245]
thousand-label: 17 mil [391,124,415,133]
thousand-label: 16 mil [285,162,309,170]
divider [14,1660,130,1661]
sorteo-date: Sorteo del 23 de Agosto de 1913 [143,274,241,290]
thousand-label: 16 mil [391,30,415,38]
body-text: — — · ·· — ··· — · —— · ·· — · — ·· ··· — · ·· — —— · ··· — — · ·· — ··· — · —— · ·· — · — ·· ··· — · ·· — —— · ··· — · ·· — ··· — · —— · ·· — · — ·· ··· — · ·· — —— · ··· — — · ·· — ··· — · —— · ·· — · — ·· ··· — · ·· — —— · ··· — · ·· — ··· — · —— · ·· — · — ·· ··· — · ·· — —— · ··· — — · ·· — ··· — · —— · ·· — · — ·· ··· — · ·· — —— · ··· · ·· — ··· — · —— · ·· — · — ·· ··· — · ·· — —— · ··· — — · ·· — ··· — · —— · ·· — · — ·· ··· — · ·· — —— · ··· · ·· — ··· — · —— · ·· — · — ·· ··· — · ·· — —— · ··· — — · ·· — ··· — · —— · ·· — · — ·· ··· — · ·· — —— · ··· [464,325,580,419]
body-text: — — · ·· — ··· — · —— · ·· — · — ·· ··· — · ·· — —— · ··· — — · ·· — ··· — · —— · ·· — · — ·· ··· — · ·· — —— · ··· — · ·· — ··· — · —— · ·· — · — ·· ··· — · ·· — —— · ··· — — · ·· — ··· — · —— · ·· — · — ·· ··· — · ·· — —— · ··· — · ·· — ··· — · —— · ·· — · — ·· ··· — · ·· — —— · ··· — — · ·· — ··· — · —— · ·· — · — ·· ··· — · ·· — —— · ··· · ·· — ··· — · —— · ·· — · — ·· ··· — · ·· — —— · ··· — — · ·· — ··· — · —— · ·· — · — ·· ··· — · ·· — —— · ··· · ·· — ··· — · —— · ·· — · — ·· ··· — · ·· — —— · ··· — — · ·· — ··· — · —— · ·· — · — ·· ··· — · ·· — —— · ··· ·· — ··· — · —— · ·· — · — ·· ··· — · ·· — —— · ··· — — · ·· — ··· — · —— · ·· — · — ·· ··· — · ·· — —— · ··· [464,76,580,183]
body-text: — — · ·· — ··· — · —— · ·· — · — ·· ··· — · ·· — —— · ··· — — · ·· — ··· — · —— · ·· — · — ·· ··· — · ·· — —— · ··· — · ·· — ··· — · —— · ·· — · — ·· ··· — · ·· — —— · ··· — — · ·· — ··· — · —— · ·· — · — ·· ··· — · ·· — —— · ··· — · ·· — ··· — · —— · ·· — · — ·· ··· — · ·· — —— · ··· — — · ·· — ··· — · —— · ·· — · — ·· ··· — · ·· — —— · ··· · ·· — ··· — · —— · ·· — · — ·· ··· — · ·· — —— · ··· — — · ·· — ··· — · —— · ·· — · — ·· ··· — · ·· — —— · ··· · ·· — ··· — · —— · ·· — · — ·· ··· — · ·· — —— · ··· — — · ·· — ··· — · —— · ·· — · — ·· ··· — · ·· — —— · ··· ·· — ··· — · —— · ·· — · — ·· ··· — · ·· — —— · ··· — — · ·· — ··· — · —— · ·· — · — ·· ··· — · ·· — —— · ··· ·· — ··· — · —— · ·· — · — ·· ··· — · ·· — —— · ··· — — · ·· — ··· — · —— · ·· — · — ·· ··· — · ·· — —— · ··· — — · ·· — ··· — · —— · ·· — · — ·· ··· — · ·· — —— · ··· — — · ·· — ··· — · —— · ·· — · — ·· ··· — · ·· — —— · ··· — · ·· — ··· — · —— · ·· — · — ·· ··· — · ·· — —— · ··· — — · ·· — ··· — · —— · ·· — · — ·· ··· — · ·· — —— · ··· — · ·· — ··· — · —— · ·· — · — ·· ··· — · ·· — —— · ··· — — · ·· — ··· — · —— · ·· — · — ·· ··· — · ·· — —— · ··· · ·· — ··· — · —— · ·· — · — ·· ··· — · ·· — —— · ··· — — · ·· — ··· — · —— · ·· — · — ·· ··· — · ·· — —— · ··· · ·· — ··· — · —— · ·· — · — ·· ··· — · ·· — —— · ··· — — · ·· — ··· — · —— · ·· — · — ·· ··· — · ·· — —— · ··· [584,1767,700,1975]
headline-silvestre: Silvestre á Ceuta [493,1396,551,1406]
number-block: 303 511 667 198 128 137 201 289 350 413 429 461 510 553 601 655 711 806 829 917 940 988 303 511 667 198 128 137 201 289 350 413 429 461 510 553 601 655 711 806 829 917 940 988 303 511 667 198 128 137 201 289 350 413 429 461 510 553 601 655 711 806 829 917 940 988 303 511 667 198 128 137 201 289 350 413 429 461 510 553 601 655 711 806 829 917 940 988 303 511 667 198 128 137 201 289 350 413 429 461 510 553 601 655 711 806 829 917 940 988 303 511 667 198 128 137 201 289 350 413 429 461 510 553 601 655 711 806 829 917 940 988 303 511 667 198 128 137 201 289 350 413 429 461 510 553 601 655 711 806 829 917 940 988 303 511 667 198 128 137 201 289 350 413 429 461 510 553 601 655 711 806 829 917 940 988 303 511 667 198 128 137 201 289 350 413 429 461 510 553 601 655 711 806 829 917 940 988 303 511 667 198 128 137 201 289 350 413 429 461 510 553 601 655 711 806 829 917 940 988 303 511 667 198 128 137 201 289 350 413 429 461 510 553 601 655 711 806 829 917 940 988 303 511 667 198 128 137 201 289 350 413 429 461 510 553 601 655 711 806 829 917 940 988 303 511 667 198 128 137 201 289 350 413 429 461 510 553 601 655 711 806 829 917 940 988 303 511 667 198 128 137 201 289 350 413 429 461 510 553 601 655 711 806 829 917 940 988 [136,934,251,1214]
prize-row: ····· ·········· [136,680,248,689]
